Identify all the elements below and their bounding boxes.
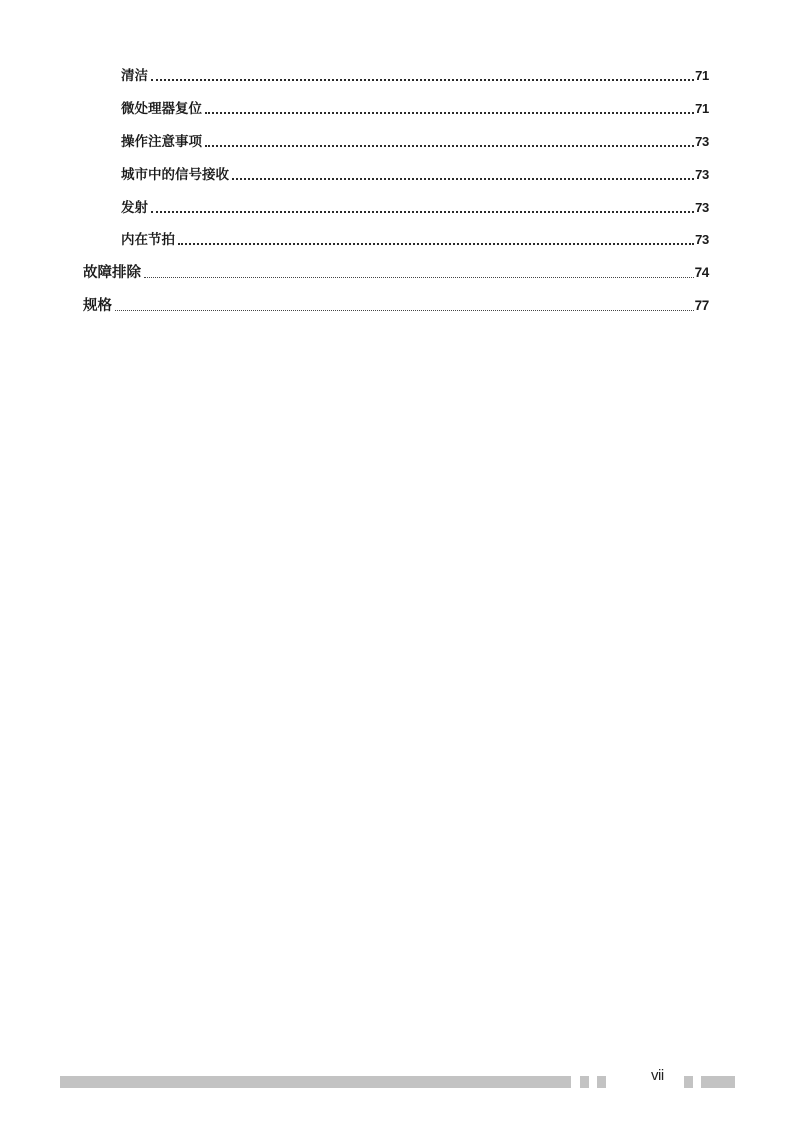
toc-entry[interactable] [121, 230, 709, 250]
toc-entry-title: 内在节拍 [121, 232, 175, 248]
toc-entry-page: 73 [695, 200, 709, 215]
toc-entry-title: 城市中的信号接收 [121, 167, 229, 183]
footer-bar-long [60, 1076, 571, 1088]
dot-leader [205, 111, 694, 114]
toc-entry-title: 故障排除 [83, 265, 141, 281]
dot-leader [115, 309, 694, 311]
toc-entry[interactable] [121, 198, 709, 218]
footer-page-number: vii [651, 1067, 664, 1084]
toc-entry[interactable] [121, 132, 709, 152]
toc-entry-title: 发射 [121, 200, 148, 216]
footer-bar-block [580, 1076, 589, 1088]
toc-entry-title: 规格 [83, 298, 112, 314]
toc-entry-page: 71 [695, 101, 709, 116]
toc-entry[interactable] [121, 66, 709, 86]
dot-leader [178, 242, 694, 245]
dot-leader [151, 210, 694, 213]
toc-chapter-entry[interactable] [83, 263, 709, 283]
dot-leader [232, 177, 694, 180]
dot-leader [144, 276, 694, 278]
toc-entry-page: 74 [694, 265, 709, 280]
toc-entry-page: 77 [694, 298, 709, 313]
toc-entry[interactable] [121, 99, 709, 119]
toc-entry-page: 73 [695, 167, 709, 182]
toc-entry-page: 73 [695, 134, 709, 149]
toc-entry[interactable] [121, 165, 709, 185]
footer-bar-block [684, 1076, 693, 1088]
footer-bar-block [597, 1076, 606, 1088]
toc-entry-title: 操作注意事项 [121, 134, 202, 150]
toc-entry-title: 微处理器复位 [121, 101, 202, 117]
dot-leader [205, 144, 694, 147]
dot-leader [151, 78, 694, 81]
toc-entry-page: 73 [695, 232, 709, 247]
toc-entry-page: 71 [695, 68, 709, 83]
footer-bar-end [701, 1076, 735, 1088]
toc-entry-title: 清洁 [121, 68, 148, 84]
toc-chapter-entry[interactable] [83, 296, 709, 316]
